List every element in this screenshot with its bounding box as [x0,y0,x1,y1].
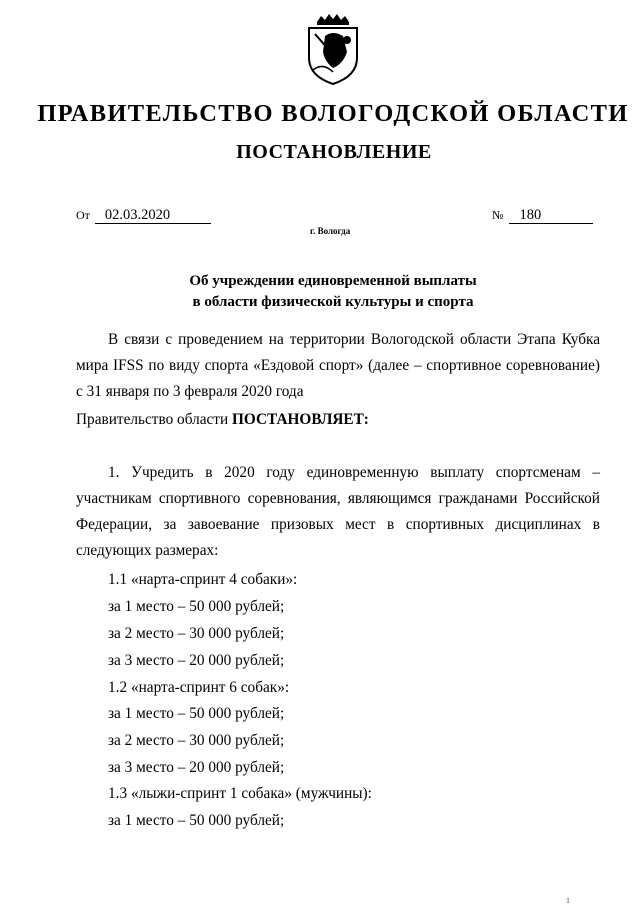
list-item-1-1: 1.1 «нарта-спринт 4 собаки»: [108,571,298,588]
document-subject [0,271,640,313]
page-mark: 1 [566,896,570,905]
list-item: за 2 место – 30 000 рублей; [108,625,285,642]
number-field [492,207,593,224]
list-item: за 3 место – 20 000 рублей; [108,652,285,669]
resolve-line [76,411,369,429]
preamble-paragraph: В связи с проведением на территории Вологодской области Этапа Кубка мира IFSS по виду спорта «Ездовой спорт» (далее – спортивное соревнование) с 31 января по 3 февраля 2020 года [76,331,600,400]
resolve-verb: ПОСТАНОВЛЯЕТ: [232,411,369,428]
list-item: за 2 место – 30 000 рублей; [108,732,285,749]
list-item: за 1 место – 50 000 рублей; [108,812,285,829]
date-label: От [76,208,90,222]
list-item: за 1 место – 50 000 рублей; [108,705,285,722]
city-label: г. Вологда [310,226,351,236]
number-value: 180 [509,207,593,224]
clause-1-paragraph: 1. Учредить в 2020 году единовременную выплату спортсменам – участникам спортивного соревнования, являющимся гражданами Российской Федерации, за завоевание призовых мест в спортивных дисциплинах в следующих размерах: [76,464,600,559]
date-value: 02.03.2020 [95,207,211,224]
resolve-prefix: Правительство области [76,411,233,428]
document-type: ПОСТАНОВЛЕНИЕ [236,141,432,163]
list-item-1-3: 1.3 «лыжи-спринт 1 собака» (мужчины): [108,785,372,802]
number-label: № [492,208,504,222]
list-item: за 1 место – 50 000 рублей; [108,598,285,615]
list-item-1-2: 1.2 «нарта-спринт 6 собак»: [108,679,290,696]
coat-of-arms-icon [303,12,363,86]
subject-line-1: Об учреждении единовременной выплаты [189,273,477,289]
list-item: за 3 место – 20 000 рублей; [108,759,285,776]
government-title: ПРАВИТЕЛЬСТВО ВОЛОГОДСКОЙ ОБЛАСТИ [37,100,629,127]
subject-line-2: в области физической культуры и спорта [192,294,474,310]
date-field [76,207,211,224]
